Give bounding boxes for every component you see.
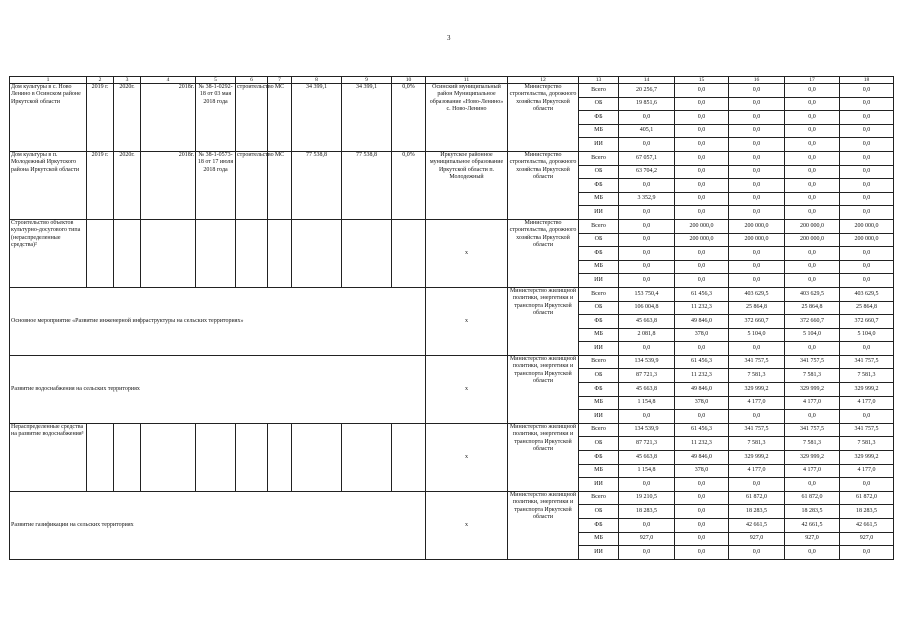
funding-source-cell: ИИ [579, 410, 619, 424]
amount-cell: 4 177,0 [840, 464, 894, 478]
amount-cell: 0,0 [840, 138, 894, 152]
amount-cell: 378,0 [675, 328, 729, 342]
amount-cell: 0,0 [675, 111, 729, 125]
amount-cell: 0,0 [729, 274, 785, 288]
empty-cell [196, 219, 236, 287]
customer-cell: Осинский муниципальный район Муниципальное образование «Ново-Ленино» с. Ново-Ленино [426, 84, 508, 152]
amount-cell: 0,0 [785, 165, 840, 179]
funding-source-cell: ИИ [579, 546, 619, 560]
amount-cell: 5 104,0 [785, 328, 840, 342]
funding-source-cell: МБ [579, 192, 619, 206]
amount-cell: 0,0 [729, 84, 785, 98]
funding-source-cell: ОБ [579, 97, 619, 111]
empty-cell [141, 423, 196, 491]
amount-cell: 7 581,3 [840, 437, 894, 451]
amount-cell: 5 104,0 [729, 328, 785, 342]
amount-cell: 341 757,5 [785, 423, 840, 437]
amount-cell: 11 232,3 [675, 369, 729, 383]
amount-cell: 0,0 [729, 342, 785, 356]
end-year-cell: 2020г. [114, 84, 141, 152]
amount-cell: 403 629,5 [729, 287, 785, 301]
estimated-cost-cell: 77 538,8 [292, 151, 342, 219]
table-row [10, 287, 894, 301]
column-number: 14 [619, 77, 675, 84]
amount-cell: 200 000,0 [785, 219, 840, 233]
amount-cell: 0,0 [675, 179, 729, 193]
column-number: 1 [10, 77, 87, 84]
empty-cell [87, 423, 114, 491]
amount-cell: 106 004,8 [619, 301, 675, 315]
amount-cell: 61 872,0 [785, 491, 840, 505]
funding-source-cell: ОБ [579, 165, 619, 179]
amount-cell: 329 999,2 [729, 451, 785, 465]
amount-cell: 49 846,0 [675, 315, 729, 329]
amount-cell: 372 660,7 [840, 315, 894, 329]
amount-cell: 341 757,5 [729, 355, 785, 369]
object-name-cell: Строительство объектов культурно-досугового типа (нераспределенные средства)² [10, 219, 87, 287]
amount-cell: 0,0 [840, 410, 894, 424]
table-row [10, 219, 894, 233]
amount-cell: 49 846,0 [675, 383, 729, 397]
object-name-cell: Дом культуры в п. Молодежный Иркутского района Иркутской области [10, 151, 87, 219]
amount-cell: 5 104,0 [840, 328, 894, 342]
amount-cell: 200 000,0 [729, 219, 785, 233]
amount-cell: 0,0 [675, 192, 729, 206]
funding-source-cell: ОБ [579, 369, 619, 383]
funding-source-cell: ФБ [579, 383, 619, 397]
amount-cell: 153 750,4 [619, 287, 675, 301]
amount-cell: 61 456,3 [675, 287, 729, 301]
amount-cell: 0,0 [619, 546, 675, 560]
amount-cell: 18 283,5 [840, 505, 894, 519]
amount-cell: 329 999,2 [785, 383, 840, 397]
amount-cell: 0,0 [675, 491, 729, 505]
amount-cell: 329 999,2 [840, 383, 894, 397]
funding-source-cell: МБ [579, 532, 619, 546]
amount-cell: 19 851,6 [619, 97, 675, 111]
ministry-cell: Министерство жилищной политики, энергетики и транспорта Иркутской области [508, 491, 579, 559]
start-year-cell: 2019 г. [87, 84, 114, 152]
amount-cell: 0,0 [840, 84, 894, 98]
expertise-doc-cell: № 38-1-0292-18 от 03 мая 2018 года [196, 84, 236, 152]
amount-cell: 0,0 [785, 342, 840, 356]
empty-cell [236, 423, 268, 491]
column-number: 11 [426, 77, 508, 84]
table-row [10, 84, 894, 98]
amount-cell: 0,0 [840, 165, 894, 179]
amount-cell: 0,0 [619, 478, 675, 492]
funding-source-cell: Всего [579, 151, 619, 165]
amount-cell: 45 663,8 [619, 315, 675, 329]
funding-source-cell: МБ [579, 396, 619, 410]
expertise-doc-cell: № 38-1-0573-18 от 17 июля 2018 года [196, 151, 236, 219]
readiness-cell: 0,0% [392, 151, 426, 219]
amount-cell: 25 864,8 [840, 301, 894, 315]
amount-cell: 4 177,0 [729, 464, 785, 478]
amount-cell: 0,0 [675, 410, 729, 424]
amount-cell: 372 660,7 [729, 315, 785, 329]
column-number: 10 [392, 77, 426, 84]
object-name-cell: Дом культуры в с. Ново Ленино в Осинском районе Иркутской области [10, 84, 87, 152]
amount-cell: 0,0 [840, 151, 894, 165]
amount-cell: 0,0 [840, 247, 894, 261]
amount-cell: 329 999,2 [840, 451, 894, 465]
column-number: 9 [342, 77, 392, 84]
funding-source-cell: ИИ [579, 342, 619, 356]
amount-cell: 0,0 [840, 260, 894, 274]
funding-source-cell: ФБ [579, 247, 619, 261]
amount-cell: 0,0 [785, 410, 840, 424]
amount-cell: 0,0 [729, 410, 785, 424]
amount-cell: 0,0 [785, 138, 840, 152]
ministry-cell: Министерство строительства, дорожного хозяйства Иркутской области [508, 219, 579, 287]
column-number: 17 [785, 77, 840, 84]
amount-cell: 0,0 [675, 206, 729, 220]
amount-cell: 0,0 [785, 97, 840, 111]
amount-cell: 0,0 [729, 165, 785, 179]
amount-cell: 0,0 [619, 342, 675, 356]
amount-cell: 0,0 [785, 247, 840, 261]
empty-cell [342, 423, 392, 491]
mark-cell: х [426, 287, 508, 355]
amount-cell: 0,0 [840, 124, 894, 138]
amount-cell: 25 864,8 [729, 301, 785, 315]
amount-cell: 0,0 [675, 505, 729, 519]
amount-cell: 11 232,3 [675, 437, 729, 451]
funding-source-cell: ФБ [579, 179, 619, 193]
amount-cell: 18 283,5 [729, 505, 785, 519]
amount-cell: 0,0 [729, 151, 785, 165]
amount-cell: 18 283,5 [619, 505, 675, 519]
doc-year-cell: 2018г. [141, 84, 196, 152]
object-name-cell: Основное мероприятие «Развитие инженерной инфраструктуры на сельских территориях» [10, 287, 426, 355]
empty-cell [268, 423, 292, 491]
amount-cell: 49 846,0 [675, 451, 729, 465]
funding-source-cell: Всего [579, 287, 619, 301]
start-year-cell: 2019 г. [87, 151, 114, 219]
amount-cell: 0,0 [729, 111, 785, 125]
amount-cell: 0,0 [729, 124, 785, 138]
amount-cell: 927,0 [729, 532, 785, 546]
amount-cell: 87 721,3 [619, 369, 675, 383]
amount-cell: 0,0 [729, 138, 785, 152]
amount-cell: 45 663,8 [619, 383, 675, 397]
amount-cell: 3 352,9 [619, 192, 675, 206]
amount-cell: 0,0 [840, 274, 894, 288]
amount-cell: 0,0 [729, 546, 785, 560]
amount-cell: 0,0 [619, 260, 675, 274]
amount-cell: 0,0 [619, 206, 675, 220]
amount-cell: 0,0 [619, 138, 675, 152]
mark-cell: х [426, 491, 508, 559]
amount-cell: 0,0 [729, 247, 785, 261]
amount-cell: 7 581,3 [840, 369, 894, 383]
column-number: 12 [508, 77, 579, 84]
amount-cell: 0,0 [675, 124, 729, 138]
funding-source-cell: ИИ [579, 478, 619, 492]
amount-cell: 0,0 [675, 519, 729, 533]
empty-cell [292, 423, 342, 491]
object-name-cell: Развитие водоснабжения на сельских территориях [10, 355, 426, 423]
amount-cell: 0,0 [675, 532, 729, 546]
column-number: 15 [675, 77, 729, 84]
work-type-cell: строительство [236, 84, 268, 152]
amount-cell: 378,0 [675, 464, 729, 478]
amount-cell: 42 661,5 [785, 519, 840, 533]
column-number: 3 [114, 77, 141, 84]
funding-source-cell: ОБ [579, 505, 619, 519]
amount-cell: 200 000,0 [840, 233, 894, 247]
amount-cell: 0,0 [785, 478, 840, 492]
page-number: 3 [447, 34, 451, 42]
mark-cell: х [426, 423, 508, 491]
amount-cell: 4 177,0 [785, 396, 840, 410]
amount-cell: 372 660,7 [785, 315, 840, 329]
funding-table [9, 76, 894, 560]
table-row [10, 423, 894, 437]
amount-cell: 61 456,3 [675, 355, 729, 369]
amount-cell: 200 000,0 [675, 219, 729, 233]
empty-cell [268, 219, 292, 287]
column-number: 16 [729, 77, 785, 84]
amount-cell: 63 704,2 [619, 165, 675, 179]
column-number: 7 [268, 77, 292, 84]
funding-source-cell: Всего [579, 423, 619, 437]
amount-cell: 0,0 [729, 478, 785, 492]
amount-cell: 67 057,1 [619, 151, 675, 165]
amount-cell: 42 661,5 [840, 519, 894, 533]
amount-cell: 329 999,2 [785, 451, 840, 465]
amount-cell: 0,0 [785, 260, 840, 274]
amount-cell: 0,0 [729, 260, 785, 274]
amount-cell: 200 000,0 [729, 233, 785, 247]
amount-cell: 927,0 [619, 532, 675, 546]
customer-cell: Иркутское районное муниципальное образование Иркутской области п. Молодежный [426, 151, 508, 219]
amount-cell: 18 283,5 [785, 505, 840, 519]
amount-cell: 0,0 [729, 192, 785, 206]
amount-cell: 0,0 [675, 260, 729, 274]
amount-cell: 0,0 [840, 206, 894, 220]
column-number: 4 [141, 77, 196, 84]
amount-cell: 20 256,7 [619, 84, 675, 98]
funding-source-cell: МБ [579, 124, 619, 138]
amount-cell: 0,0 [619, 219, 675, 233]
remaining-cost-cell: 77 538,8 [342, 151, 392, 219]
amount-cell: 0,0 [729, 179, 785, 193]
amount-cell: 42 661,5 [729, 519, 785, 533]
amount-cell: 0,0 [840, 192, 894, 206]
empty-cell [392, 219, 426, 287]
amount-cell: 61 456,3 [675, 423, 729, 437]
column-number: 2 [87, 77, 114, 84]
funding-source-cell: Всего [579, 219, 619, 233]
amount-cell: 0,0 [729, 97, 785, 111]
amount-cell: 0,0 [785, 151, 840, 165]
funding-source-cell: МБ [579, 464, 619, 478]
mark-cell: х [426, 355, 508, 423]
funding-source-cell: Всего [579, 355, 619, 369]
amount-cell: 405,1 [619, 124, 675, 138]
amount-cell: 4 177,0 [785, 464, 840, 478]
amount-cell: 0,0 [619, 410, 675, 424]
amount-cell: 11 232,3 [675, 301, 729, 315]
column-number: 6 [236, 77, 268, 84]
amount-cell: 0,0 [675, 546, 729, 560]
amount-cell: 0,0 [675, 274, 729, 288]
empty-cell [87, 219, 114, 287]
amount-cell: 0,0 [785, 111, 840, 125]
amount-cell: 341 757,5 [729, 423, 785, 437]
amount-cell: 1 154,8 [619, 396, 675, 410]
column-number: 5 [196, 77, 236, 84]
amount-cell: 7 581,3 [729, 437, 785, 451]
amount-cell: 7 581,3 [785, 369, 840, 383]
column-number-row [10, 77, 894, 84]
amount-cell: 0,0 [840, 478, 894, 492]
amount-cell: 0,0 [675, 84, 729, 98]
amount-cell: 403 629,5 [785, 287, 840, 301]
funding-source-cell: Всего [579, 491, 619, 505]
funding-source-cell: ИИ [579, 206, 619, 220]
amount-cell: 0,0 [785, 546, 840, 560]
amount-cell: 927,0 [840, 532, 894, 546]
amount-cell: 341 757,5 [840, 355, 894, 369]
amount-cell: 0,0 [619, 519, 675, 533]
amount-cell: 1 154,8 [619, 464, 675, 478]
funding-source-cell: Всего [579, 84, 619, 98]
funding-source-cell: ФБ [579, 519, 619, 533]
amount-cell: 0,0 [785, 274, 840, 288]
amount-cell: 134 539,9 [619, 355, 675, 369]
amount-cell: 0,0 [785, 124, 840, 138]
column-number: 8 [292, 77, 342, 84]
amount-cell: 927,0 [785, 532, 840, 546]
empty-cell [196, 423, 236, 491]
empty-cell [342, 219, 392, 287]
amount-cell: 200 000,0 [840, 219, 894, 233]
amount-cell: 0,0 [785, 84, 840, 98]
table-row [10, 491, 894, 505]
empty-cell [114, 423, 141, 491]
funding-source-cell: ФБ [579, 111, 619, 125]
ministry-cell: Министерство жилищной политики, энергетики и транспорта Иркутской области [508, 423, 579, 491]
funding-source-cell: ОБ [579, 437, 619, 451]
funding-source-cell: ОБ [579, 301, 619, 315]
amount-cell: 0,0 [840, 342, 894, 356]
amount-cell: 0,0 [675, 138, 729, 152]
funding-source-cell: ИИ [579, 274, 619, 288]
amount-cell: 403 629,5 [840, 287, 894, 301]
funding-source-cell: ФБ [579, 451, 619, 465]
funding-source-cell: МБ [579, 328, 619, 342]
work-type-cell: строительство [236, 151, 268, 219]
ministry-cell: Министерство жилищной политики, энергетики и транспорта Иркутской области [508, 287, 579, 355]
amount-cell: 0,0 [840, 546, 894, 560]
amount-cell: 329 999,2 [729, 383, 785, 397]
empty-cell [141, 219, 196, 287]
object-name-cell: Нераспределенные средства на развитие водоснабжения³ [10, 423, 87, 491]
column-number: 18 [840, 77, 894, 84]
ministry-cell: Министерство жилищной политики, энергетики и транспорта Иркутской области [508, 355, 579, 423]
amount-cell: 0,0 [619, 247, 675, 261]
amount-cell: 4 177,0 [729, 396, 785, 410]
ministry-cell: Министерство строительства, дорожного хозяйства Иркутской области [508, 151, 579, 219]
remaining-cost-cell: 34 399,1 [342, 84, 392, 152]
amount-cell: 0,0 [840, 111, 894, 125]
amount-cell: 61 872,0 [840, 491, 894, 505]
amount-cell: 0,0 [785, 192, 840, 206]
empty-cell [114, 219, 141, 287]
amount-cell: 378,0 [675, 396, 729, 410]
amount-cell: 341 757,5 [840, 423, 894, 437]
amount-cell: 7 581,3 [729, 369, 785, 383]
estimated-cost-cell: 34 399,1 [292, 84, 342, 152]
amount-cell: 0,0 [675, 165, 729, 179]
funding-source-cell: ИИ [579, 138, 619, 152]
amount-cell: 0,0 [619, 179, 675, 193]
column-number: 13 [579, 77, 619, 84]
amount-cell: 200 000,0 [785, 233, 840, 247]
amount-cell: 0,0 [675, 342, 729, 356]
ms-cell: МС [268, 151, 292, 219]
amount-cell: 87 721,3 [619, 437, 675, 451]
amount-cell: 0,0 [675, 151, 729, 165]
amount-cell: 4 177,0 [840, 396, 894, 410]
end-year-cell: 2020г. [114, 151, 141, 219]
amount-cell: 19 210,5 [619, 491, 675, 505]
amount-cell: 0,0 [619, 274, 675, 288]
amount-cell: 0,0 [675, 247, 729, 261]
amount-cell: 0,0 [729, 206, 785, 220]
amount-cell: 0,0 [675, 97, 729, 111]
amount-cell: 45 663,8 [619, 451, 675, 465]
table-row [10, 151, 894, 165]
object-name-cell: Развитие газификации на сельских территориях [10, 491, 426, 559]
funding-source-cell: МБ [579, 260, 619, 274]
amount-cell: 2 081,8 [619, 328, 675, 342]
amount-cell: 25 864,8 [785, 301, 840, 315]
amount-cell: 61 872,0 [729, 491, 785, 505]
readiness-cell: 0,0% [392, 84, 426, 152]
amount-cell: 200 000,0 [675, 233, 729, 247]
amount-cell: 7 581,3 [785, 437, 840, 451]
amount-cell: 0,0 [619, 111, 675, 125]
amount-cell: 0,0 [785, 179, 840, 193]
empty-cell [292, 219, 342, 287]
funding-source-cell: ОБ [579, 233, 619, 247]
amount-cell: 0,0 [619, 233, 675, 247]
amount-cell: 341 757,5 [785, 355, 840, 369]
mark-cell: х [426, 219, 508, 287]
amount-cell: 134 539,9 [619, 423, 675, 437]
funding-source-cell: ФБ [579, 315, 619, 329]
ms-cell: МС [268, 84, 292, 152]
empty-cell [236, 219, 268, 287]
empty-cell [392, 423, 426, 491]
amount-cell: 0,0 [840, 179, 894, 193]
ministry-cell: Министерство строительства, дорожного хозяйства Иркутской области [508, 84, 579, 152]
amount-cell: 0,0 [675, 478, 729, 492]
amount-cell: 0,0 [840, 97, 894, 111]
amount-cell: 0,0 [785, 206, 840, 220]
doc-year-cell: 2018г. [141, 151, 196, 219]
table-row [10, 355, 894, 369]
